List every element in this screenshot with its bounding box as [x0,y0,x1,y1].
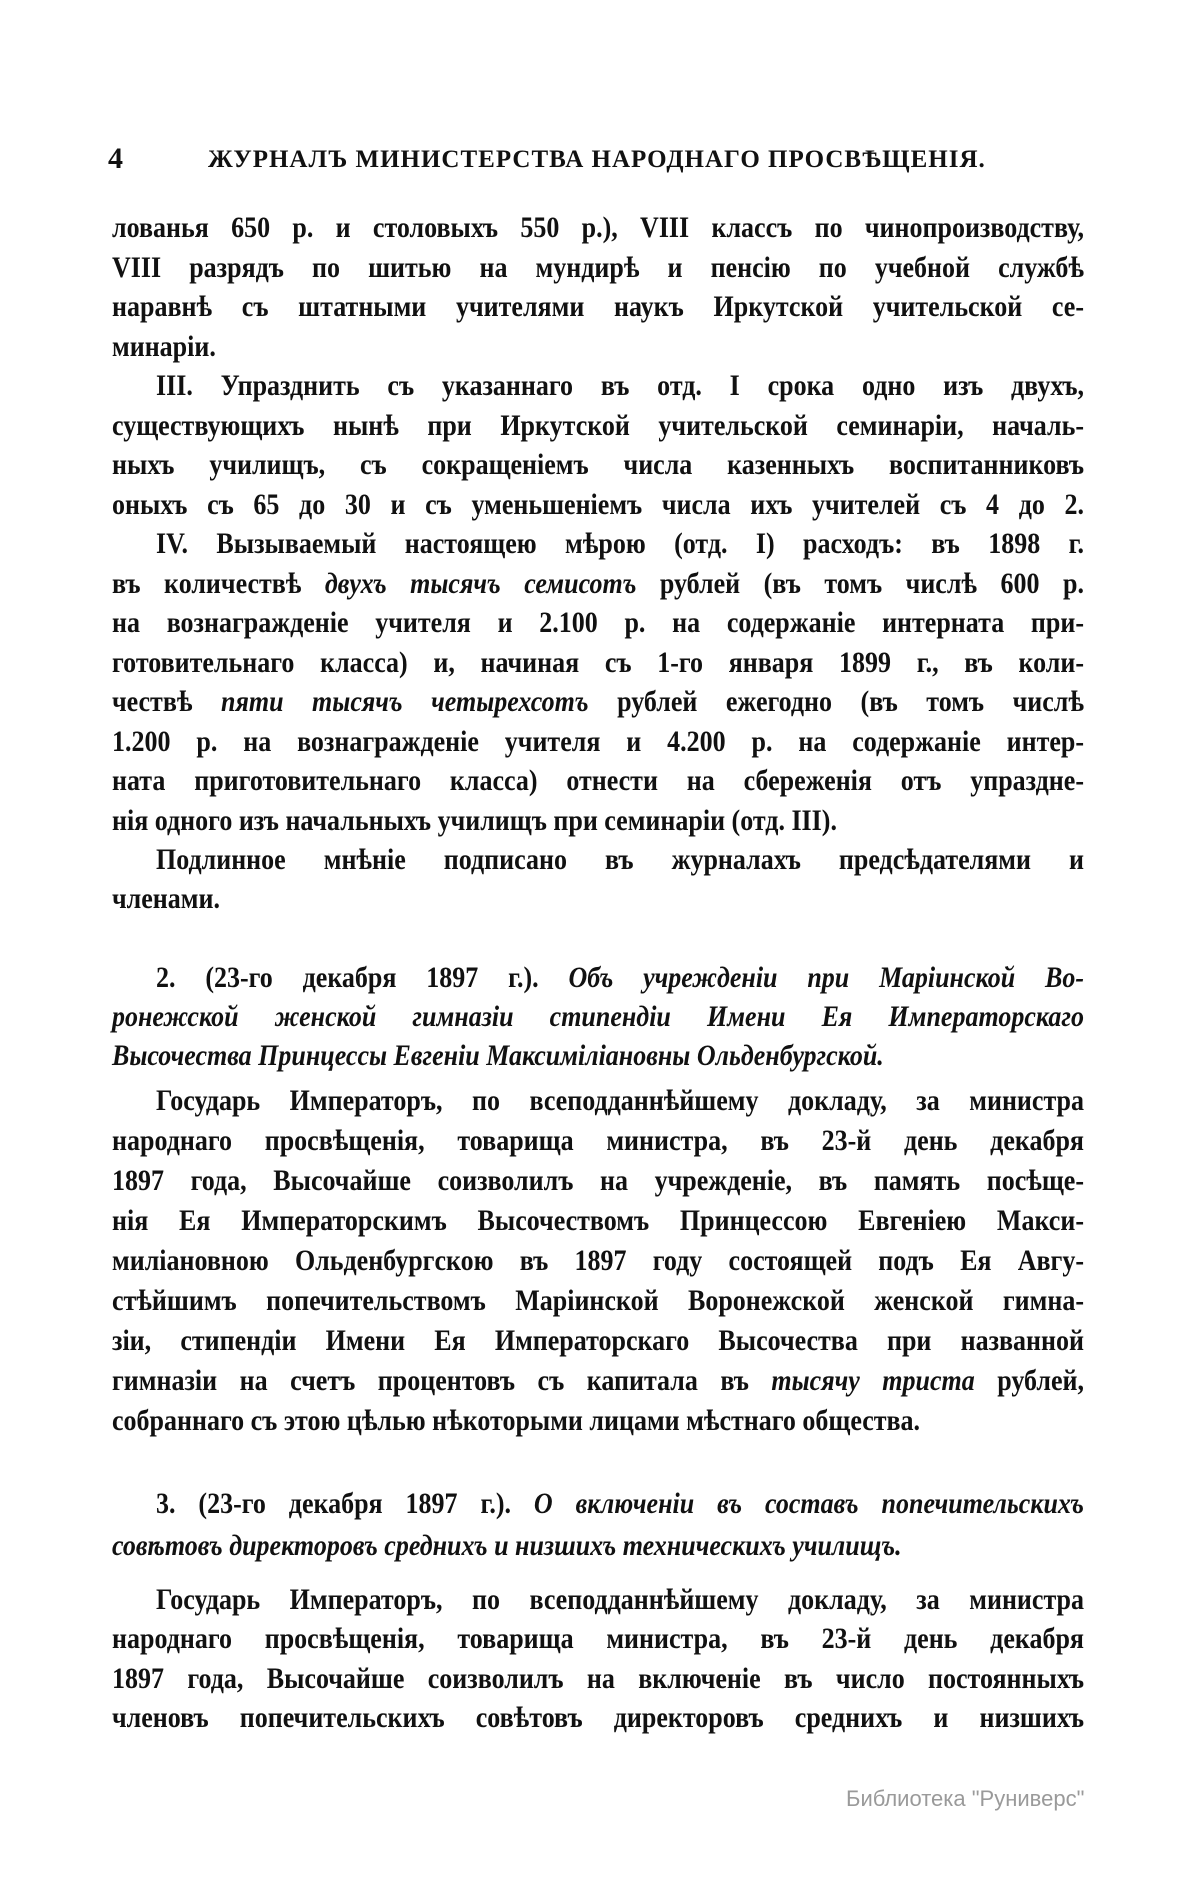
text-line [156,959,1084,997]
text-line [156,367,1084,405]
text-segment: Подлинное мнѣніе подписано въ журналахъ предсѣдателями и [156,843,1084,876]
text-segment: Государь Императоръ, по всеподданнѣйшему докладу, за министра [156,1084,1084,1117]
text-segment: 2. (23-го декабря 1897 г.). [156,961,569,994]
text-line [112,1699,1084,1737]
text-segment: народнаго просвѣщенія, товарища министра, въ 23-й день декабря [112,1124,1084,1157]
text-line [112,1282,1084,1320]
text-segment: стѣйшимъ попечительствомъ Маріинской Воронежской женской гимна- [112,1284,1084,1317]
text-line [112,802,1084,840]
text-line [112,762,1084,800]
text-segment: рублей ежегодно (въ томъ числѣ [588,685,1084,718]
italic-text: тысячу триста [771,1364,975,1397]
text-line [112,565,1084,603]
text-line [112,1162,1084,1200]
text-segment: 3. (23-го декабря 1897 г.). [156,1487,534,1520]
text-line [112,1527,1084,1565]
text-segment: наравнѣ съ штатными учителями наукъ Иркутской учительской се- [112,290,1084,323]
text-line [112,1620,1084,1658]
text-segment: въ количествѣ [112,567,325,600]
text-segment: на вознагражденіе учителя и 2.100 р. на содержаніе интерната при- [112,606,1084,639]
text-segment: нія Ея Императорскимъ Высочествомъ Принцессою Евгеніею Макси- [112,1204,1084,1237]
text-line [112,209,1084,247]
text-segment: минаріи. [112,330,216,363]
text-segment: ната приготовительнаго класса) отнести на сбереженія отъ упраздне- [112,764,1084,797]
text-line [112,1202,1084,1240]
text-segment: IV. Вызываемый настоящею мѣрою (отд. I) расходъ: въ 1898 г. [156,527,1084,560]
text-line [112,249,1084,287]
text-segment: нія одного изъ начальныхъ училищъ при семинаріи (отд. III). [112,804,837,837]
text-line [112,1402,1084,1440]
italic-text: Высочества Принцессы Евгеніи Максиміліановны Ольденбургской. [112,1039,884,1072]
text-segment: VIII разрядъ по шитью на мундирѣ и пенсію по учебной службѣ [112,251,1084,284]
text-segment: чествѣ [112,685,221,718]
text-segment: собраннаго съ этою цѣлью нѣкоторыми лицами мѣстнаго общества. [112,1404,921,1437]
text-line [112,446,1084,484]
text-segment: лованья 650 р. и столовыхъ 550 р.), VIII классъ по чинопроизводству, [112,211,1084,244]
text-line [112,1242,1084,1280]
text-line [112,998,1084,1036]
italic-text: двухъ тысячъ семисотъ [324,567,637,600]
text-line [112,486,1084,524]
text-segment: 1.200 р. на вознагражденіе учителя и 4.200 р. на содержаніе интер- [112,725,1084,758]
text-line [112,723,1084,761]
text-line [112,1660,1084,1698]
text-line [112,1122,1084,1160]
text-segment: 1897 года, Высочайше соизволилъ на включеніе въ число постоянныхъ [112,1662,1084,1695]
italic-text: ронежской женской гимназіи стипендіи Имени Ея Императорскаго [112,1000,1084,1033]
text-segment: III. Упразднить съ указаннаго въ отд. I срока одно изъ двухъ, [156,369,1084,402]
italic-text: Объ учрежденіи при Маріинской Во- [568,961,1084,994]
text-segment: готовительнаго класса) и, начиная съ 1-го января 1899 г., въ коли- [112,646,1084,679]
text-segment: существующихъ нынѣ при Иркутской учительской семинаріи, началь- [112,409,1084,442]
page-number: 4 [108,142,123,175]
italic-text: О включеніи въ составъ попечительскихъ [533,1487,1084,1520]
text-segment: Государь Императоръ, по всеподданнѣйшему докладу, за министра [156,1583,1084,1616]
running-title: ЖУРНАЛЪ МИНИСТЕРСТВА НАРОДНАГО ПРОСВѢЩЕНІЯ. [208,146,986,173]
text-segment: миліановною Ольденбургскою въ 1897 году состоящей подъ Ея Авгу- [112,1244,1084,1277]
text-segment: членовъ попечительскихъ совѣтовъ директоровъ среднихъ и низшихъ [112,1701,1084,1734]
text-line [112,328,1084,366]
text-segment: рублей, [974,1364,1085,1397]
text-line [156,1485,1084,1523]
text-line [112,604,1084,642]
text-line [112,1322,1084,1360]
text-line [156,841,1084,879]
text-line [156,525,1084,563]
text-segment: оныхъ съ 65 до 30 и съ уменьшеніемъ числа ихъ учителей съ 4 до 2. [112,488,1084,521]
text-line [112,880,1084,918]
text-segment: гимназіи на счетъ процентовъ съ капитала въ [112,1364,772,1397]
italic-text: совѣтовъ директоровъ среднихъ и низшихъ техническихъ училищъ. [112,1529,902,1562]
text-line [156,1581,1084,1619]
text-line [112,1037,1084,1075]
text-line [112,1362,1084,1400]
text-line [112,644,1084,682]
text-segment: ныхъ училищъ, съ сокращеніемъ числа казенныхъ воспитанниковъ [112,448,1084,481]
text-segment: членами. [112,882,220,915]
text-segment: народнаго просвѣщенія, товарища министра, въ 23-й день декабря [112,1622,1084,1655]
text-line [112,407,1084,445]
italic-text: пяти тысячъ четырехсотъ [221,685,589,718]
text-segment: зіи, стипендіи Имени Ея Императорскаго Высочества при названной [112,1324,1084,1357]
text-segment: 1897 года, Высочайше соизволилъ на учрежденіе, въ память посѣще- [112,1164,1084,1197]
text-line [156,1082,1084,1120]
text-line [112,288,1084,326]
text-segment: рублей (въ томъ числѣ 600 р. [636,567,1085,600]
text-line [112,683,1084,721]
library-watermark: Библиотека "Руниверс" [846,1786,1085,1811]
